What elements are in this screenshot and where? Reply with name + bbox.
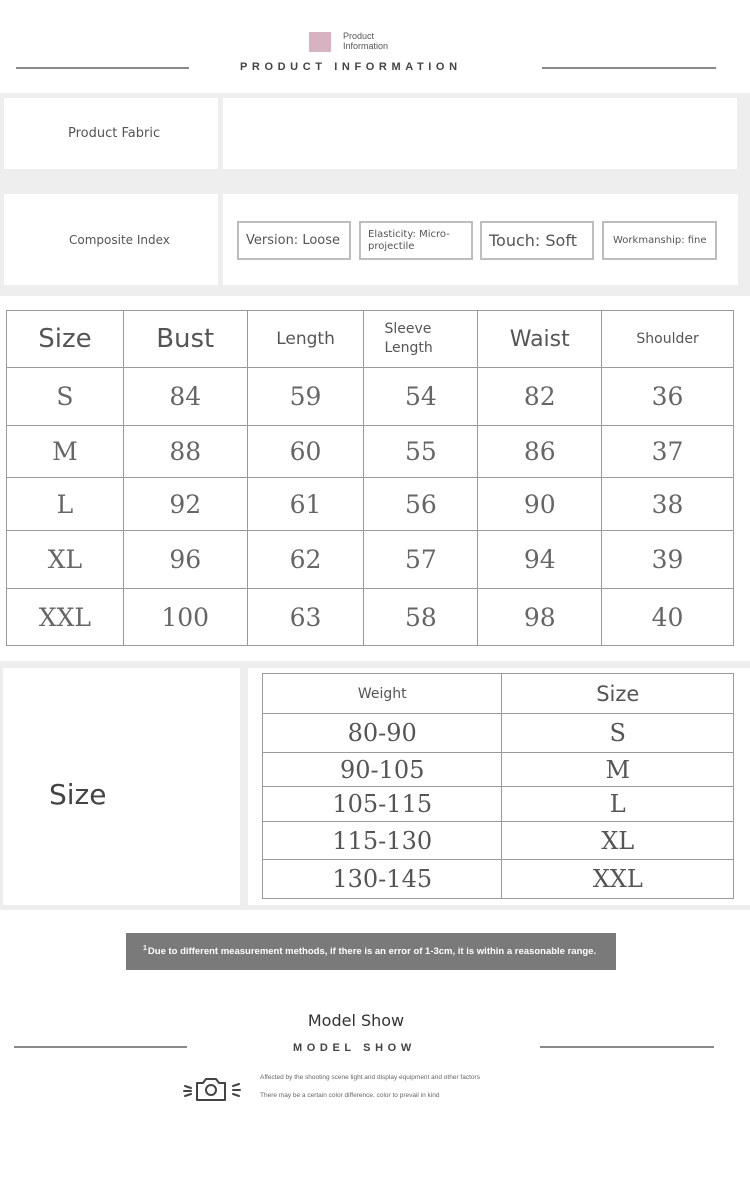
length-cell: 61	[247, 478, 364, 531]
sleeve-cell: 56	[364, 478, 478, 531]
size-cell: L	[502, 787, 734, 822]
weight-label-cell	[3, 668, 240, 905]
header-length: Length	[247, 311, 364, 368]
size-cell: M	[502, 753, 734, 787]
weight-side-label: Size	[49, 778, 107, 811]
sleeve-cell: 55	[364, 426, 478, 478]
fabric-label-cell	[4, 98, 218, 169]
sleeve-cell: 57	[364, 531, 478, 589]
table-row	[263, 753, 734, 787]
waist-cell: 94	[478, 531, 602, 589]
composite-label-cell	[4, 194, 218, 285]
size-chart-table	[6, 310, 734, 646]
model-rule-right	[540, 1046, 714, 1048]
header-small-line1: Product	[343, 31, 375, 41]
size-cell: XL	[7, 531, 124, 589]
header-rule-left	[16, 67, 189, 69]
header-shoulder: Shoulder	[602, 311, 734, 368]
header-small-line2: Information	[343, 41, 389, 51]
size-cell: S	[502, 714, 734, 753]
weight-cell: 90-105	[263, 753, 502, 787]
note-text: Due to different measurement methods, if there is an error of 1-3cm, it is within a reasonable range.	[147, 946, 597, 957]
chip-version: Version: Loose	[237, 221, 351, 260]
camera-icon	[183, 1074, 241, 1104]
bust-cell: 100	[123, 589, 247, 646]
model-note-line2: There may be a certain color difference, color to prevail in kind	[260, 1092, 440, 1099]
length-cell: 62	[247, 531, 364, 589]
size-cell: L	[7, 478, 124, 531]
bust-cell: 84	[123, 368, 247, 426]
length-cell: 60	[247, 426, 364, 478]
table-row	[263, 860, 734, 899]
size-cell: S	[7, 368, 124, 426]
weight-cell: 80-90	[263, 714, 502, 753]
model-rule-left	[14, 1046, 187, 1048]
shoulder-cell: 40	[602, 589, 734, 646]
table-row	[7, 589, 734, 646]
waist-cell: 90	[478, 478, 602, 531]
header-bust: Bust	[123, 311, 247, 368]
sleeve-cell: 54	[364, 368, 478, 426]
table-row	[7, 426, 734, 478]
header-rule-right	[542, 67, 716, 69]
weight-cell: 115-130	[263, 822, 502, 860]
chip-workmanship: Workmanship: fine	[602, 221, 717, 260]
header-size: Size	[502, 674, 734, 714]
fabric-value-cell	[223, 98, 737, 169]
model-show-subtitle: MODEL SHOW	[293, 1042, 416, 1054]
size-cell: XL	[502, 822, 734, 860]
size-chart-header-row	[7, 311, 734, 368]
header-size: Size	[7, 311, 124, 368]
waist-cell: 82	[478, 368, 602, 426]
size-cell: XXL	[7, 589, 124, 646]
table-row	[263, 787, 734, 822]
shoulder-cell: 37	[602, 426, 734, 478]
bust-cell: 92	[123, 478, 247, 531]
sleeve-cell: 58	[364, 589, 478, 646]
note-marker: 1	[143, 945, 147, 952]
length-cell: 63	[247, 589, 364, 646]
header-sleeve-length: Sleeve Length	[364, 311, 478, 368]
table-row	[263, 714, 734, 753]
model-show-title: Model Show	[307, 1011, 405, 1030]
waist-cell: 98	[478, 589, 602, 646]
chip-touch: Touch: Soft	[480, 221, 594, 260]
size-cell: M	[7, 426, 124, 478]
weight-cell: 105-115	[263, 787, 502, 822]
header-weight: Weight	[263, 674, 502, 714]
header-waist: Waist	[478, 311, 602, 368]
table-row	[7, 478, 734, 531]
shoulder-cell: 38	[602, 478, 734, 531]
model-note-line1: Affected by the shooting scene light and display equipment and other factors	[260, 1074, 480, 1081]
measurement-note	[126, 933, 616, 970]
waist-cell: 86	[478, 426, 602, 478]
bust-cell: 88	[123, 426, 247, 478]
color-swatch	[309, 32, 331, 52]
chip-elasticity: Elasticity: Micro-projectile	[359, 221, 473, 260]
shoulder-cell: 36	[602, 368, 734, 426]
weight-cell: 130-145	[263, 860, 502, 899]
size-cell: XXL	[502, 860, 734, 899]
fabric-label: Product Fabric	[68, 126, 161, 141]
length-cell: 59	[247, 368, 364, 426]
table-row	[7, 531, 734, 589]
table-row	[7, 368, 734, 426]
table-row	[263, 822, 734, 860]
header-title: PRODUCT INFORMATION	[240, 61, 462, 73]
weight-chart-table	[262, 673, 734, 899]
weight-chart-header-row	[263, 674, 734, 714]
shoulder-cell: 39	[602, 531, 734, 589]
header-small-label	[343, 31, 388, 51]
bust-cell: 96	[123, 531, 247, 589]
composite-label: Composite Index	[69, 233, 170, 247]
